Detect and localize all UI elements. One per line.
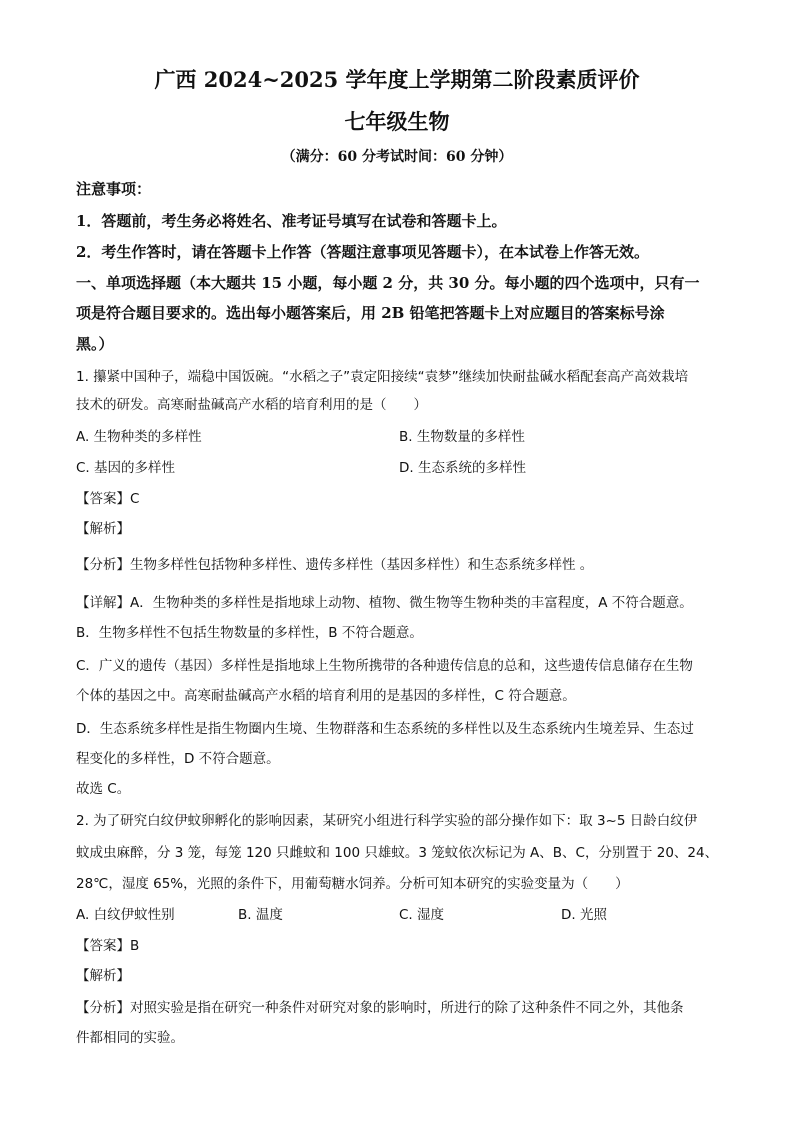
notice-item-2: 2．考生作答时，请在答题卡上作答（答题注意事项见答题卡），在本试卷上作答无效。 bbox=[76, 243, 649, 261]
q1-option-b: B. 生物数量的多样性 bbox=[399, 429, 525, 445]
q1-detail-5: D．生态系统多样性是指生物圈内生境、生物群落和生态系统的多样性以及生态系统内生境差异、生态过 bbox=[76, 721, 694, 737]
q2-stem-3: 28℃，湿度 65%，光照的条件下，用葡萄糖水饲养。分析可知本研究的实验变量为（ ） bbox=[76, 876, 629, 892]
q1-detail-4: 个体的基因之中。高寒耐盐碱高产水稻的培育利用的是基因的多样性，C 符合题意。 bbox=[76, 688, 576, 704]
q1-stem-1: 1. 攥紧中国种子，端稳中国饭碗。“水稻之子”袁定阳接续“袁梦”继续加快耐盐碱水稻配套高产高效栽培 bbox=[76, 369, 689, 385]
q2-option-a: A. 白纹伊蚊性别 bbox=[76, 907, 175, 923]
section1-line-3: 黑。） bbox=[76, 335, 114, 353]
q2-option-c: C. 湿度 bbox=[399, 907, 445, 923]
q1-analysis-label: 【解析】 bbox=[76, 521, 130, 537]
exam-title: 广西 2024~2025 学年度上学期第二阶段素质评价 bbox=[154, 67, 640, 92]
q1-option-c: C. 基因的多样性 bbox=[76, 460, 176, 476]
q2-analysis-1: 【分析】对照实验是指在研究一种条件对研究对象的影响时，所进行的除了这种条件不同之外，其他条 bbox=[76, 1000, 684, 1016]
q2-option-b: B. 温度 bbox=[238, 907, 283, 923]
exam-subject: 七年级生物 bbox=[344, 109, 450, 134]
q1-detail-3: C．广义的遗传（基因）多样性是指地球上生物所携带的各种遗传信息的总和，这些遗传信息储存在生物 bbox=[76, 658, 693, 674]
section1-line-1: 一、单项选择题（本大题共 15 小题，每小题 2 分，共 30 分。每小题的四个选项中，只有一 bbox=[76, 274, 700, 292]
notice-item-1: 1．答题前，考生务必将姓名、准考证号填写在试卷和答题卡上。 bbox=[76, 212, 507, 230]
q1-answer: 【答案】C bbox=[76, 491, 140, 507]
q2-stem-2: 蚊成虫麻醉，分 3 笼，每笼 120 只雌蚊和 100 只雄蚊。3 笼蚊依次标记为 A、B、C，分别置于 20、24、 bbox=[76, 845, 719, 861]
exam-info: （满分：60 分考试时间：60 分钟） bbox=[281, 149, 513, 165]
q2-analysis-label: 【解析】 bbox=[76, 968, 130, 984]
q2-answer: 【答案】B bbox=[76, 938, 140, 954]
section1-line-2: 项是符合题目要求的。选出每小题答案后，用 2B 铅笔把答题卡上对应题目的答案标号涂 bbox=[76, 304, 665, 322]
q1-option-d: D. 生态系统的多样性 bbox=[399, 460, 526, 476]
q2-option-d: D. 光照 bbox=[561, 907, 607, 923]
q1-analysis: 【分析】生物多样性包括物种多样性、遗传多样性（基因多样性）和生态系统多样性 。 bbox=[76, 557, 594, 573]
q1-detail-1: 【详解】A．生物种类的多样性是指地球上动物、植物、微生物等生物种类的丰富程度，A 不符合题意。 bbox=[76, 595, 693, 611]
q1-detail-6: 程变化的多样性，D 不符合题意。 bbox=[76, 751, 280, 767]
notice-heading: 注意事项： bbox=[76, 180, 152, 198]
q2-analysis-2: 件都相同的实验。 bbox=[76, 1030, 184, 1046]
q1-option-a: A. 生物种类的多样性 bbox=[76, 429, 202, 445]
q1-conclusion: 故选 C。 bbox=[76, 781, 131, 797]
q1-stem-2: 技术的研发。高寒耐盐碱高产水稻的培育利用的是（ ） bbox=[76, 397, 427, 413]
q1-detail-2: B．生物多样性不包括生物数量的多样性，B 不符合题意。 bbox=[76, 625, 423, 641]
q2-stem-1: 2. 为了研究白纹伊蚊卵孵化的影响因素，某研究小组进行科学实验的部分操作如下：取 3~5 日龄白纹伊 bbox=[76, 813, 698, 829]
